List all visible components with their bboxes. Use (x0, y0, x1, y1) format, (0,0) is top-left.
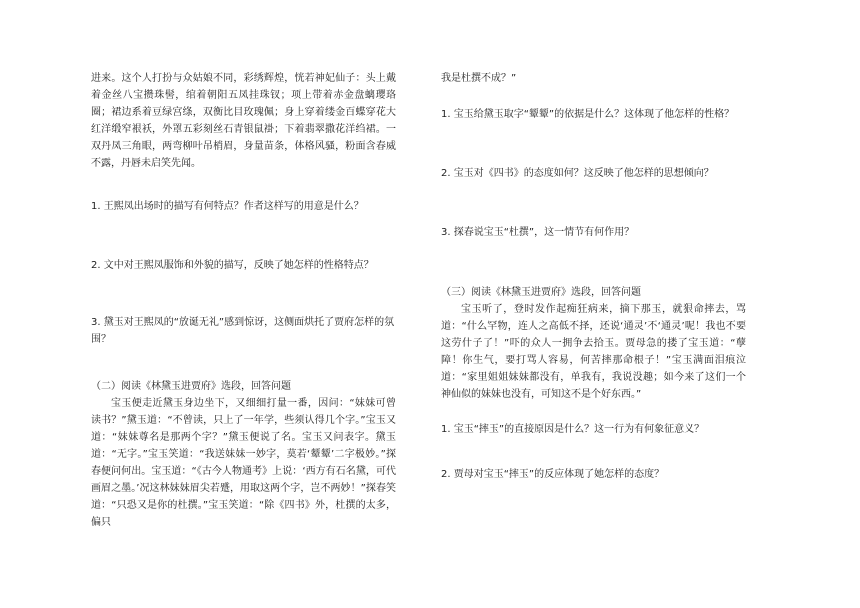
question-4: 1. 宝玉给黛玉取字“颦颦”的依据是什么？这体现了他怎样的性格？ (441, 109, 735, 120)
question-7: 1. 宝玉“摔玉”的直接原因是什么？这一行为有何象征意义？ (441, 424, 705, 435)
question-6: 3. 探春说宝玉“杜撰”，这一情节有何作用？ (441, 227, 635, 238)
question-5: 2. 宝玉对《四书》的态度如何？这反映了他怎样的思想倾向？ (441, 168, 714, 179)
passage-continuation: 我是杜撰不成？” (441, 73, 517, 84)
right-column (441, 70, 746, 483)
question-1: 1. 王熙凤出场时的描写有何特点？作者这样写的用意是什么？ (91, 201, 364, 212)
question-2: 2. 文中对王熙凤服饰和外貌的描写，反映了她怎样的性格特点？ (91, 260, 374, 271)
question-8: 2. 贾母对宝玉“摔玉”的反应体现了她怎样的态度？ (441, 469, 665, 480)
intro-paragraph: 进来。这个人打扮与众姑娘不同，彩绣辉煌，恍若神妃仙子：头上戴着金丝八宝攒珠髻，绾着朝阳五凤挂珠钗；项上带着赤金盘螭璎珞圈；裙边系着豆绿宫绦，双衡比目玫瑰佩；身上穿着缕金百蝶穿花大红洋缎窄裉袄，外罩五彩刻丝石青银鼠褂；下着翡翠撒花洋绉裙。一双丹凤三角眼，两弯柳叶吊梢眉，身量苗条，体格风骚，粉面含春威不露，丹唇未启笑先闻。 (91, 73, 396, 169)
section-2-title: （二）阅读《林黛玉进贾府》选段，回答问题 (91, 381, 291, 392)
section-3-title: （三）阅读《林黛玉进贾府》选段，回答问题 (441, 287, 641, 298)
left-column (91, 70, 396, 531)
question-3: 3. 黛玉对王熙凤的“放诞无礼”感到惊讶，这侧面烘托了贾府怎样的氛围？ (91, 317, 395, 345)
section-3-passage: 宝玉听了，登时发作起痴狂病来，摘下那玉，就狠命摔去，骂道：“什么罕物，连人之高低不择，还说‘通灵’不‘通灵’呢！我也不要这劳什子了！”吓的众人一拥争去拾玉。贾母急的搂了宝玉道：“孽障！你生气，要打骂人容易，何苦摔那命根子！”宝玉满面泪痕泣道：“家里姐姐妹妹都没有，单我有，我说没趣；如今来了这们一个神仙似的妹妹也没有，可知这不是个好东西。” (441, 304, 746, 400)
section-2-passage: 宝玉便走近黛玉身边坐下，又细细打量一番，因问：“妹妹可曾读书？”黛玉道：“不曾读，只上了一年学，些须认得几个字。”宝玉又道：“妹妹尊名是那两个字？”黛玉便说了名。宝玉又问表字。黛玉道：“无字。”宝玉笑道：“我送妹妹一妙字，莫若‘颦颦’二字极妙。”探春便问何出。宝玉道：“《古今人物通考》上说：‘西方有石名黛，可代画眉之墨。’况这林妹妹眉尖若蹙，用取这两个字，岂不两妙！”探春笑道：“只恐又是你的杜撰。”宝玉笑道：“除《四书》外，杜撰的太多，偏只 (91, 398, 396, 528)
